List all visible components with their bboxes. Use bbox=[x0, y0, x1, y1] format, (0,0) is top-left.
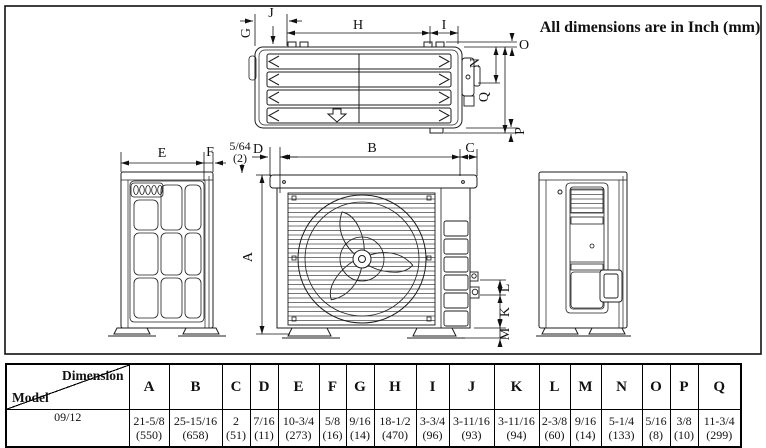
dim-label-c: C bbox=[465, 141, 475, 156]
dim-label-k: K bbox=[498, 306, 513, 318]
col-header-e: E bbox=[278, 364, 319, 410]
value-cell-f: 5/8 (16) bbox=[319, 410, 346, 448]
value-cell-b: 25-15/16 (658) bbox=[169, 410, 222, 448]
dim-label-m: M bbox=[498, 327, 513, 341]
col-header-j: J bbox=[449, 364, 494, 410]
value-cell-e: 10-3/4 (273) bbox=[278, 410, 319, 448]
dim-label-d: D bbox=[252, 142, 264, 157]
dim-label-q: Q bbox=[477, 91, 492, 103]
model-cell: 09/12 bbox=[6, 410, 129, 448]
col-header-c: C bbox=[222, 364, 250, 410]
dim-label-j: J bbox=[268, 6, 274, 21]
dim-label-a: A bbox=[241, 251, 256, 263]
value-cell-a: 21-5/8 (550) bbox=[129, 410, 169, 448]
col-header-q: Q bbox=[698, 364, 741, 410]
value-cell-o: 5/16 (8) bbox=[642, 410, 670, 448]
corner-model-label: Model bbox=[12, 390, 49, 405]
value-cell-q: 11-3/4 (299) bbox=[698, 410, 741, 448]
col-header-d: D bbox=[250, 364, 278, 410]
col-header-n: N bbox=[601, 364, 642, 410]
lip-dim-inch: 5/64 bbox=[229, 139, 251, 153]
col-header-i: I bbox=[416, 364, 449, 410]
dim-label-p: P bbox=[513, 127, 528, 135]
col-header-m: M bbox=[570, 364, 601, 410]
table-header-row bbox=[6, 364, 741, 410]
dim-label-b: B bbox=[367, 141, 377, 156]
lip-dim-mm: (2) bbox=[233, 151, 247, 165]
dim-label-h: H bbox=[352, 18, 364, 33]
corner-cell bbox=[6, 364, 129, 410]
value-cell-l: 2-3/8 (60) bbox=[539, 410, 570, 448]
value-cell-k: 3-11/16 (94) bbox=[494, 410, 539, 448]
units-note: All dimensions are in Inch (mm) bbox=[539, 19, 761, 36]
value-cell-j: 3-11/16 (93) bbox=[449, 410, 494, 448]
dimension-table bbox=[5, 363, 742, 448]
value-cell-n: 5-1/4 (133) bbox=[601, 410, 642, 448]
value-cell-g: 9/16 (14) bbox=[346, 410, 374, 448]
dim-label-i: I bbox=[441, 18, 447, 33]
dim-label-g: G bbox=[239, 27, 254, 39]
col-header-h: H bbox=[374, 364, 416, 410]
corner-dimension-label: Dimension bbox=[61, 368, 124, 383]
col-header-p: P bbox=[670, 364, 698, 410]
valve-cover bbox=[600, 270, 622, 302]
dim-label-f: F bbox=[206, 145, 214, 160]
value-cell-m: 9/16 (14) bbox=[570, 410, 601, 448]
col-header-f: F bbox=[319, 364, 346, 410]
value-cell-h: 18-1/2 (470) bbox=[374, 410, 416, 448]
col-header-o: O bbox=[642, 364, 670, 410]
col-header-k: K bbox=[494, 364, 539, 410]
col-header-a: A bbox=[129, 364, 169, 410]
value-cell-d: 7/16 (11) bbox=[250, 410, 278, 448]
dim-label-o: O bbox=[518, 38, 530, 53]
value-cell-c: 2 (51) bbox=[222, 410, 250, 448]
value-cell-i: 3-3/4 (96) bbox=[416, 410, 449, 448]
dim-label-e: E bbox=[157, 146, 167, 161]
dim-label-n: N bbox=[468, 57, 483, 69]
col-header-b: B bbox=[169, 364, 222, 410]
dim-label-l: L bbox=[498, 283, 513, 293]
value-cell-p: 3/8 (10) bbox=[670, 410, 698, 448]
table-row bbox=[6, 410, 741, 448]
col-header-l: L bbox=[539, 364, 570, 410]
col-header-g: G bbox=[346, 364, 374, 410]
